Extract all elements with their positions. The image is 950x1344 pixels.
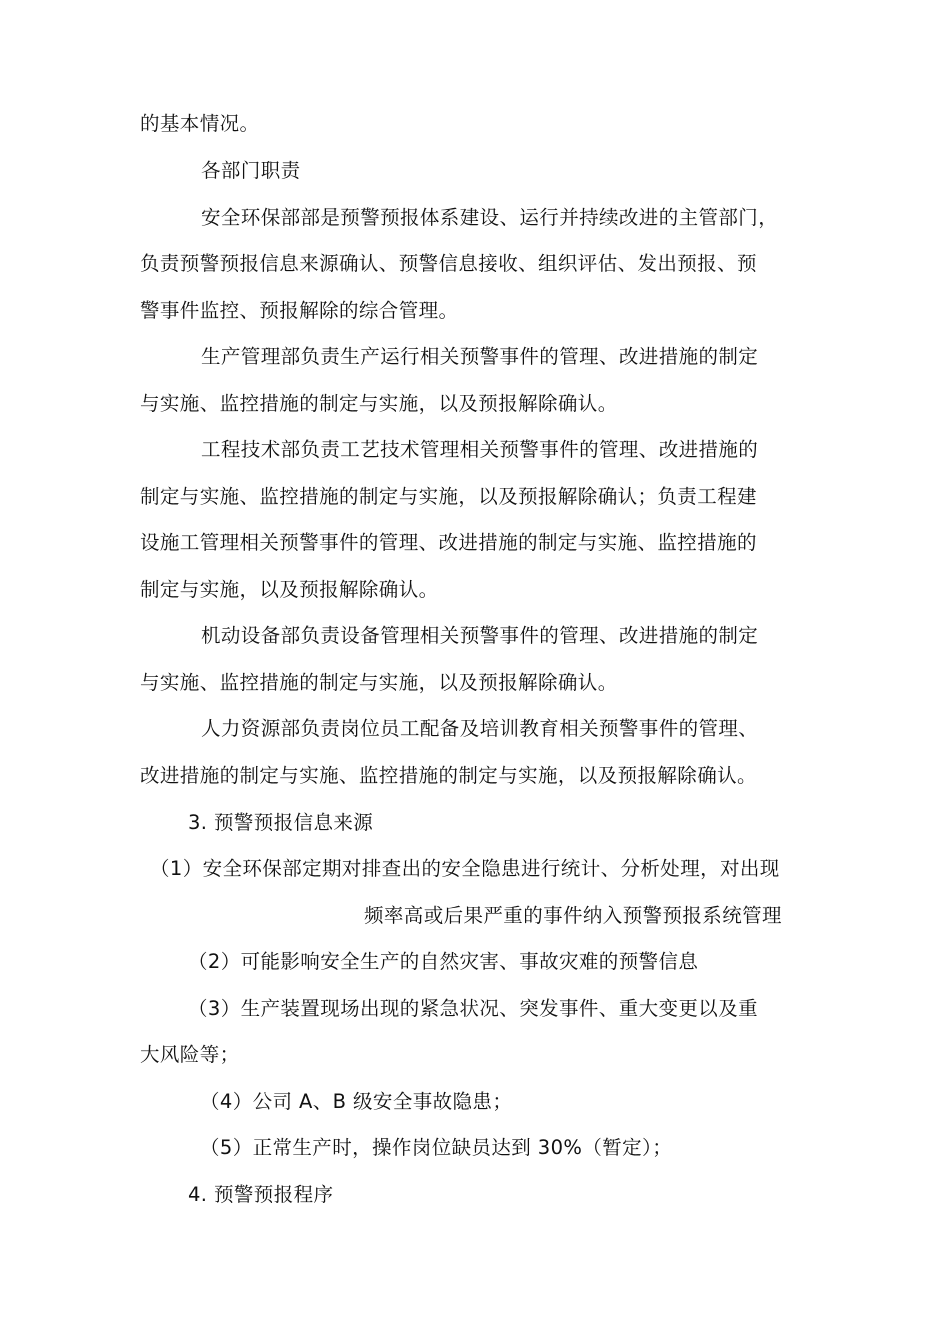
section-3-heading: 3. 预警预报信息来源: [188, 811, 374, 834]
item-3-line-2: 大风险等；: [140, 1043, 240, 1066]
item-3-line-1: （3）生产装置现场出现的紧急状况、突发事件、重大变更以及重: [188, 997, 759, 1020]
line-13: 与实施、监控措施的制定与实施，以及预报解除确认。: [140, 671, 618, 694]
item-1-line-2: 频率高或后果严重的事件纳入预警预报系统管理: [364, 904, 782, 927]
item-4: （4）公司 A、B 级安全事故隐患；: [200, 1090, 513, 1113]
item-1-line-1: （1）安全环保部定期对排查出的安全隐患进行统计、分析处理，对出现: [150, 857, 780, 880]
item-2: （2）可能影响安全生产的自然灾害、事故灾难的预警信息: [188, 950, 699, 973]
line-4: 负责预警预报信息来源确认、预警信息接收、组织评估、发出预报、预: [140, 252, 757, 275]
line-9: 制定与实施、监控措施的制定与实施，以及预报解除确认；负责工程建: [140, 485, 757, 508]
section-4-heading: 4. 预警预报程序: [188, 1183, 334, 1206]
line-1: 的基本情况。: [140, 112, 260, 135]
line-14: 人力资源部负责岗位员工配备及培训教育相关预警事件的管理、: [201, 717, 759, 740]
item-5: （5）正常生产时，操作岗位缺员达到 30%（暂定）；: [200, 1136, 673, 1159]
line-5: 警事件监控、预报解除的综合管理。: [140, 299, 459, 322]
line-15: 改进措施的制定与实施、监控措施的制定与实施，以及预报解除确认。: [140, 764, 757, 787]
line-3: 安全环保部部是预警预报体系建设、运行并持续改进的主管部门，: [201, 206, 779, 229]
line-11: 制定与实施，以及预报解除确认。: [140, 578, 439, 601]
department-responsibilities-heading: 各部门职责: [201, 159, 301, 182]
line-8: 工程技术部负责工艺技术管理相关预警事件的管理、改进措施的: [201, 438, 759, 461]
line-10: 设施工管理相关预警事件的管理、改进措施的制定与实施、监控措施的: [140, 531, 757, 554]
line-6: 生产管理部负责生产运行相关预警事件的管理、改进措施的制定: [201, 345, 759, 368]
line-12: 机动设备部负责设备管理相关预警事件的管理、改进措施的制定: [201, 624, 759, 647]
line-7: 与实施、监控措施的制定与实施，以及预报解除确认。: [140, 392, 618, 415]
